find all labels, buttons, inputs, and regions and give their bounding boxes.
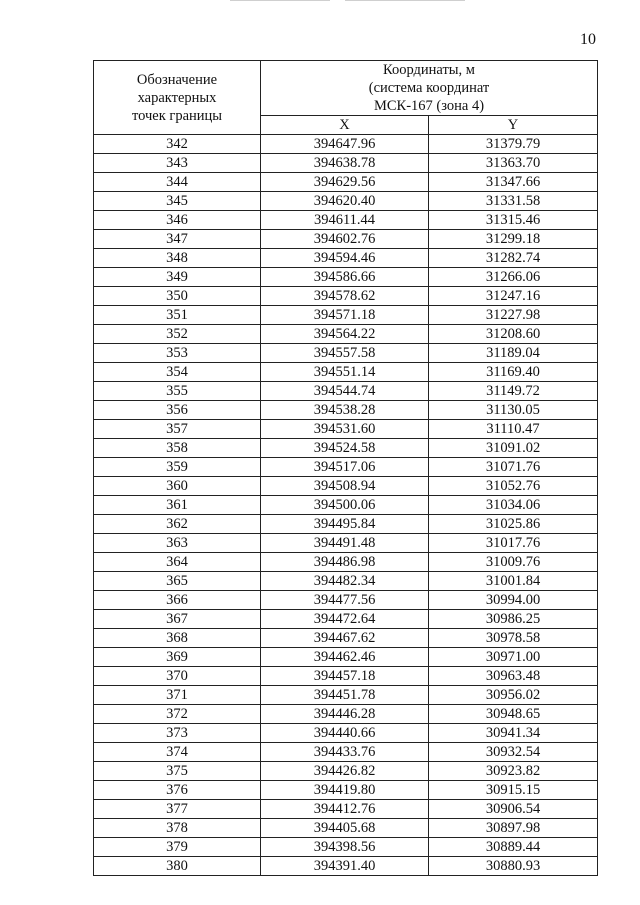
y-coordinate-cell: 31001.84 bbox=[429, 572, 598, 591]
y-coordinate-cell: 31017.76 bbox=[429, 534, 598, 553]
table-row bbox=[94, 648, 598, 667]
point-id-cell: 356 bbox=[94, 401, 261, 420]
point-label-line: точек границы bbox=[131, 107, 223, 124]
table-row bbox=[94, 192, 598, 211]
table-row bbox=[94, 838, 598, 857]
point-id-cell: 359 bbox=[94, 458, 261, 477]
y-coordinate-cell: 30994.00 bbox=[429, 591, 598, 610]
x-coordinate-cell: 394391.40 bbox=[261, 857, 429, 876]
y-coordinate-cell: 31315.46 bbox=[429, 211, 598, 230]
point-id-cell: 368 bbox=[94, 629, 261, 648]
point-label-header bbox=[94, 61, 261, 135]
point-id-cell: 352 bbox=[94, 325, 261, 344]
x-coordinate-cell: 394571.18 bbox=[261, 306, 429, 325]
table-row bbox=[94, 306, 598, 325]
x-coordinate-cell: 394594.46 bbox=[261, 249, 429, 268]
top-edge-rule bbox=[230, 0, 330, 1]
y-coordinate-cell: 30889.44 bbox=[429, 838, 598, 857]
point-id-cell: 373 bbox=[94, 724, 261, 743]
point-id-cell: 344 bbox=[94, 173, 261, 192]
point-id-cell: 354 bbox=[94, 363, 261, 382]
point-id-cell: 346 bbox=[94, 211, 261, 230]
point-id-cell: 347 bbox=[94, 230, 261, 249]
table-row bbox=[94, 610, 598, 629]
table-row bbox=[94, 401, 598, 420]
y-coordinate-cell: 30956.02 bbox=[429, 686, 598, 705]
x-coordinate-cell: 394517.06 bbox=[261, 458, 429, 477]
table-row bbox=[94, 800, 598, 819]
table-row bbox=[94, 857, 598, 876]
y-coordinate-cell: 31149.72 bbox=[429, 382, 598, 401]
table-row bbox=[94, 173, 598, 192]
y-coordinate-cell: 30948.65 bbox=[429, 705, 598, 724]
y-coordinate-cell: 31034.06 bbox=[429, 496, 598, 515]
y-coordinate-cell: 30963.48 bbox=[429, 667, 598, 686]
y-coordinate-cell: 30978.58 bbox=[429, 629, 598, 648]
y-coordinate-cell: 30941.34 bbox=[429, 724, 598, 743]
table-row bbox=[94, 591, 598, 610]
x-coordinate-cell: 394500.06 bbox=[261, 496, 429, 515]
x-coordinate-cell: 394486.98 bbox=[261, 553, 429, 572]
coords-label-line: МСК-167 (зона 4) bbox=[373, 98, 485, 114]
table-row bbox=[94, 420, 598, 439]
coords-label-line: Координаты, м bbox=[383, 62, 475, 78]
x-coordinate-cell: 394629.56 bbox=[261, 173, 429, 192]
x-coordinate-cell: 394405.68 bbox=[261, 819, 429, 838]
y-column-header: Y bbox=[429, 116, 598, 135]
x-coordinate-cell: 394551.14 bbox=[261, 363, 429, 382]
y-coordinate-cell: 31130.05 bbox=[429, 401, 598, 420]
table-row bbox=[94, 230, 598, 249]
point-id-cell: 366 bbox=[94, 591, 261, 610]
x-coordinate-cell: 394446.28 bbox=[261, 705, 429, 724]
table-row bbox=[94, 686, 598, 705]
point-label-line: характерных bbox=[137, 89, 217, 106]
table-row bbox=[94, 705, 598, 724]
y-coordinate-cell: 31227.98 bbox=[429, 306, 598, 325]
table-row bbox=[94, 211, 598, 230]
y-coordinate-cell: 31052.76 bbox=[429, 477, 598, 496]
x-coordinate-cell: 394491.48 bbox=[261, 534, 429, 553]
coordinates-table bbox=[93, 60, 598, 876]
point-id-cell: 371 bbox=[94, 686, 261, 705]
point-id-cell: 343 bbox=[94, 154, 261, 173]
table-row bbox=[94, 743, 598, 762]
x-coordinate-cell: 394398.56 bbox=[261, 838, 429, 857]
x-coordinate-cell: 394524.58 bbox=[261, 439, 429, 458]
x-coordinate-cell: 394412.76 bbox=[261, 800, 429, 819]
x-coordinate-cell: 394538.28 bbox=[261, 401, 429, 420]
point-id-cell: 364 bbox=[94, 553, 261, 572]
point-id-cell: 378 bbox=[94, 819, 261, 838]
y-coordinate-cell: 30915.15 bbox=[429, 781, 598, 800]
point-id-cell: 349 bbox=[94, 268, 261, 287]
point-id-cell: 345 bbox=[94, 192, 261, 211]
x-coordinate-cell: 394531.60 bbox=[261, 420, 429, 439]
point-id-cell: 365 bbox=[94, 572, 261, 591]
x-coordinate-cell: 394477.56 bbox=[261, 591, 429, 610]
table-row bbox=[94, 363, 598, 382]
x-coordinate-cell: 394508.94 bbox=[261, 477, 429, 496]
x-coordinate-cell: 394578.62 bbox=[261, 287, 429, 306]
page-number: 10 bbox=[580, 31, 596, 48]
x-coordinate-cell: 394611.44 bbox=[261, 211, 429, 230]
point-id-cell: 353 bbox=[94, 344, 261, 363]
table-row bbox=[94, 553, 598, 572]
point-id-cell: 380 bbox=[94, 857, 261, 876]
point-id-cell: 357 bbox=[94, 420, 261, 439]
table-row bbox=[94, 629, 598, 648]
point-id-cell: 363 bbox=[94, 534, 261, 553]
table-row bbox=[94, 515, 598, 534]
x-coordinate-cell: 394440.66 bbox=[261, 724, 429, 743]
y-coordinate-cell: 30880.93 bbox=[429, 857, 598, 876]
point-id-cell: 374 bbox=[94, 743, 261, 762]
x-coordinate-cell: 394495.84 bbox=[261, 515, 429, 534]
top-edge-rule bbox=[345, 0, 465, 1]
table-row bbox=[94, 287, 598, 306]
x-coordinate-cell: 394457.18 bbox=[261, 667, 429, 686]
point-id-cell: 358 bbox=[94, 439, 261, 458]
point-id-cell: 372 bbox=[94, 705, 261, 724]
x-coordinate-cell: 394638.78 bbox=[261, 154, 429, 173]
point-id-cell: 375 bbox=[94, 762, 261, 781]
table-row bbox=[94, 154, 598, 173]
table-row bbox=[94, 268, 598, 287]
y-coordinate-cell: 31266.06 bbox=[429, 268, 598, 287]
table-row bbox=[94, 458, 598, 477]
table-row bbox=[94, 135, 598, 154]
table-body bbox=[94, 135, 598, 876]
table-row bbox=[94, 477, 598, 496]
x-coordinate-cell: 394467.62 bbox=[261, 629, 429, 648]
y-coordinate-cell: 30897.98 bbox=[429, 819, 598, 838]
y-coordinate-cell: 31347.66 bbox=[429, 173, 598, 192]
y-coordinate-cell: 30971.00 bbox=[429, 648, 598, 667]
x-coordinate-cell: 394564.22 bbox=[261, 325, 429, 344]
y-coordinate-cell: 31025.86 bbox=[429, 515, 598, 534]
point-id-cell: 351 bbox=[94, 306, 261, 325]
table-row bbox=[94, 344, 598, 363]
table-row bbox=[94, 534, 598, 553]
point-id-cell: 362 bbox=[94, 515, 261, 534]
x-coordinate-cell: 394419.80 bbox=[261, 781, 429, 800]
table-row bbox=[94, 781, 598, 800]
point-id-cell: 355 bbox=[94, 382, 261, 401]
y-coordinate-cell: 30932.54 bbox=[429, 743, 598, 762]
x-coordinate-cell: 394544.74 bbox=[261, 382, 429, 401]
x-coordinate-cell: 394647.96 bbox=[261, 135, 429, 154]
x-column-header: X bbox=[261, 116, 429, 135]
y-coordinate-cell: 31091.02 bbox=[429, 439, 598, 458]
table-row bbox=[94, 819, 598, 838]
x-coordinate-cell: 394620.40 bbox=[261, 192, 429, 211]
y-coordinate-cell: 31189.04 bbox=[429, 344, 598, 363]
x-coordinate-cell: 394426.82 bbox=[261, 762, 429, 781]
y-coordinate-cell: 31208.60 bbox=[429, 325, 598, 344]
y-coordinate-cell: 31363.70 bbox=[429, 154, 598, 173]
point-id-cell: 342 bbox=[94, 135, 261, 154]
x-coordinate-cell: 394462.46 bbox=[261, 648, 429, 667]
y-coordinate-cell: 30986.25 bbox=[429, 610, 598, 629]
table-row bbox=[94, 667, 598, 686]
x-coordinate-cell: 394557.58 bbox=[261, 344, 429, 363]
point-id-cell: 361 bbox=[94, 496, 261, 515]
table-row bbox=[94, 496, 598, 515]
table-row bbox=[94, 572, 598, 591]
x-coordinate-cell: 394451.78 bbox=[261, 686, 429, 705]
y-coordinate-cell: 30906.54 bbox=[429, 800, 598, 819]
y-coordinate-cell: 31379.79 bbox=[429, 135, 598, 154]
table-row bbox=[94, 382, 598, 401]
table-row bbox=[94, 724, 598, 743]
point-label-line: Обозначение bbox=[136, 71, 218, 88]
y-coordinate-cell: 31169.40 bbox=[429, 363, 598, 382]
x-coordinate-cell: 394482.34 bbox=[261, 572, 429, 591]
table-row bbox=[94, 249, 598, 268]
y-coordinate-cell: 31071.76 bbox=[429, 458, 598, 477]
y-coordinate-cell: 31299.18 bbox=[429, 230, 598, 249]
point-id-cell: 370 bbox=[94, 667, 261, 686]
point-id-cell: 379 bbox=[94, 838, 261, 857]
y-coordinate-cell: 31331.58 bbox=[429, 192, 598, 211]
x-coordinate-cell: 394472.64 bbox=[261, 610, 429, 629]
y-coordinate-cell: 30923.82 bbox=[429, 762, 598, 781]
x-coordinate-cell: 394433.76 bbox=[261, 743, 429, 762]
point-id-cell: 369 bbox=[94, 648, 261, 667]
point-id-cell: 367 bbox=[94, 610, 261, 629]
table-row bbox=[94, 325, 598, 344]
table-row bbox=[94, 439, 598, 458]
point-id-cell: 360 bbox=[94, 477, 261, 496]
point-id-cell: 376 bbox=[94, 781, 261, 800]
point-id-cell: 350 bbox=[94, 287, 261, 306]
y-coordinate-cell: 31110.47 bbox=[429, 420, 598, 439]
x-coordinate-cell: 394602.76 bbox=[261, 230, 429, 249]
y-coordinate-cell: 31282.74 bbox=[429, 249, 598, 268]
coords-label-header bbox=[261, 61, 598, 116]
x-coordinate-cell: 394586.66 bbox=[261, 268, 429, 287]
y-coordinate-cell: 31009.76 bbox=[429, 553, 598, 572]
coords-label-line: (система координат bbox=[368, 80, 490, 96]
point-id-cell: 377 bbox=[94, 800, 261, 819]
point-id-cell: 348 bbox=[94, 249, 261, 268]
y-coordinate-cell: 31247.16 bbox=[429, 287, 598, 306]
table-row bbox=[94, 762, 598, 781]
